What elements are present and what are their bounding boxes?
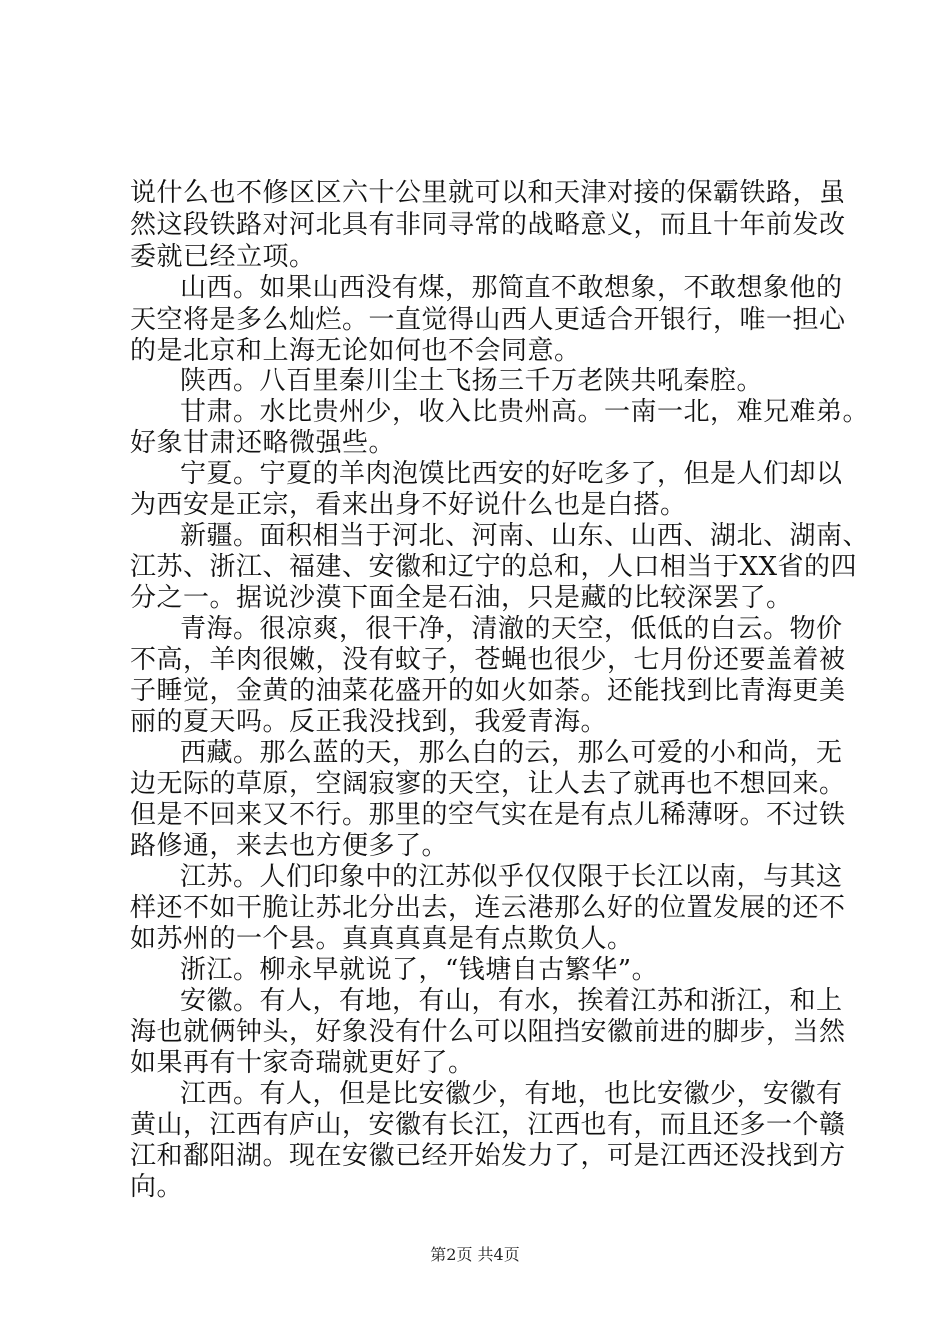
text-line: 样还不如干脆让苏北分出去，连云港那么好的位置发展的还不: [130, 893, 846, 923]
text-line: 甘肃。水比贵州少，收入比贵州高。一南一北，难兄难弟。: [180, 397, 870, 427]
text-line: 江苏。人们印象中的江苏似乎仅仅限于长江以南，与其这: [180, 862, 843, 892]
text-line: 江苏、浙江、福建、安徽和辽宁的总和，人口相当于XX省的四: [130, 552, 858, 582]
text-line: 黄山，江西有庐山，安徽有长江，江西也有，而且还多一个赣: [130, 1110, 846, 1140]
text-line: 如苏州的一个县。真真真真是有点欺负人。: [130, 924, 634, 954]
text-line: 江和鄱阳湖。现在安徽已经开始发力了，可是江西还没找到方: [130, 1141, 846, 1171]
text-line: 陕西。八百里秦川尘土飞扬三千万老陕共吼秦腔。: [180, 366, 764, 396]
text-line: 子睡觉，金黄的油菜花盛开的如火如荼。还能找到比青海更美: [130, 676, 846, 706]
text-line: 浙江。柳永早就说了，“钱塘自古繁华”。: [180, 955, 659, 985]
text-line: 路修通，来去也方便多了。: [130, 831, 449, 861]
text-line: 向。: [130, 1172, 184, 1202]
text-line: 西藏。那么蓝的天，那么白的云，那么可爱的小和尚，无: [180, 738, 843, 768]
text-line: 然这段铁路对河北具有非同寻常的战略意义，而且十年前发改: [130, 210, 846, 240]
text-line: 委就已经立项。: [130, 242, 316, 272]
text-line: 说什么也不修区区六十公里就可以和天津对接的保霸铁路，虽: [130, 178, 846, 208]
text-line: 安徽。有人，有地，有山，有水，挨着江苏和浙江，和上: [180, 986, 843, 1016]
text-line: 新疆。面积相当于河北、河南、山东、山西、湖北、湖南、: [180, 521, 870, 551]
text-line: 如果再有十家奇瑞就更好了。: [130, 1048, 475, 1078]
page-number-footer: 第2页 共4页: [430, 1245, 520, 1264]
text-line: 好象甘肃还略微强些。: [130, 428, 396, 458]
text-line: 的是北京和上海无论如何也不会同意。: [130, 336, 581, 366]
text-line: 为西安是正宗，看来出身不好说什么也是白搭。: [130, 490, 687, 520]
text-line: 不高，羊肉很嫩，没有蚊子，苍蝇也很少，七月份还要盖着被: [130, 645, 846, 675]
text-line: 江西。有人，但是比安徽少，有地，也比安徽少，安徽有: [180, 1079, 843, 1109]
text-line: 分之一。据说沙漠下面全是石油，只是藏的比较深罢了。: [130, 583, 793, 613]
text-line: 丽的夏天吗。反正我没找到，我爱青海。: [130, 707, 608, 737]
text-line: 海也就俩钟头，好象没有什么可以阻挡安徽前进的脚步，当然: [130, 1017, 846, 1047]
text-line: 山西。如果山西没有煤，那简直不敢想象，不敢想象他的: [180, 273, 843, 303]
text-line: 天空将是多么灿烂。一直觉得山西人更适合开银行，唯一担心: [130, 305, 846, 335]
text-line: 青海。很凉爽，很干净，清澈的天空，低低的白云。物价: [180, 614, 843, 644]
text-line: 但是不回来又不行。那里的空气实在是有点儿稀薄呀。不过铁: [130, 800, 846, 830]
text-line: 宁夏。宁夏的羊肉泡馍比西安的好吃多了，但是人们却以: [180, 459, 843, 489]
text-line: 边无际的草原，空阔寂寥的天空，让人去了就再也不想回来。: [130, 769, 846, 799]
